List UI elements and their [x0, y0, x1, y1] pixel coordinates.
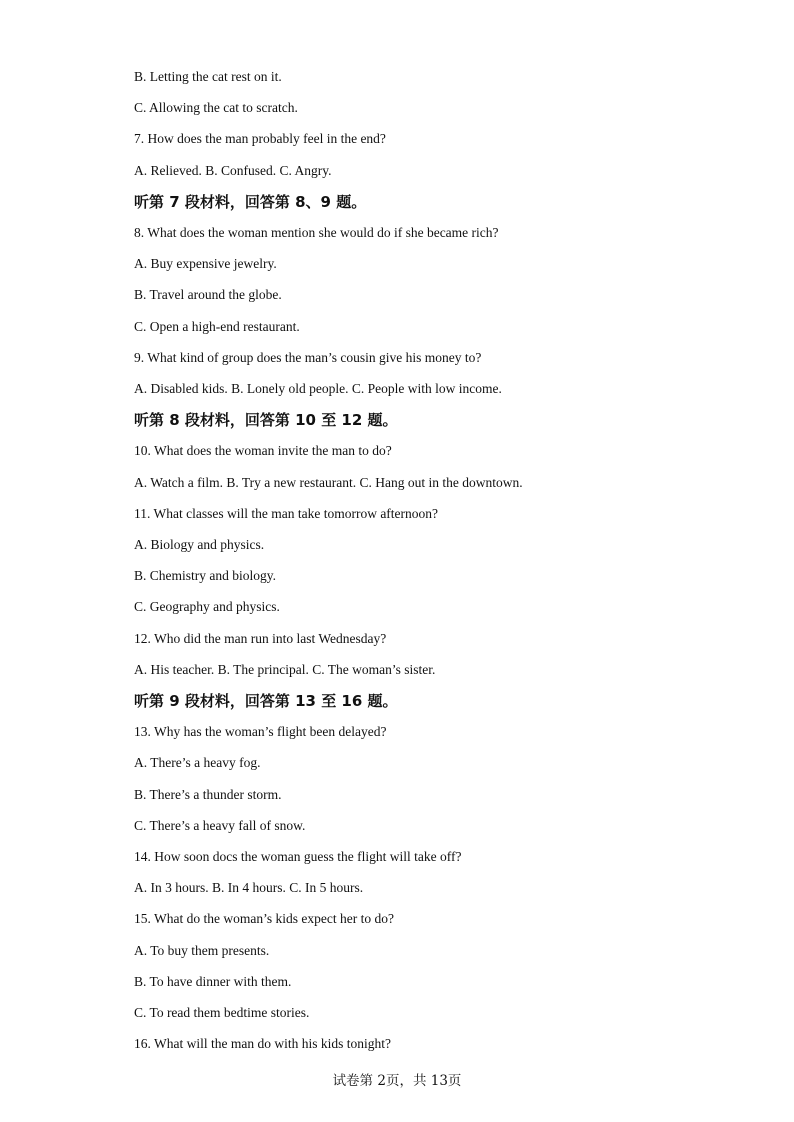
question-line: A. Relieved. B. Confused. C. Angry. [134, 162, 332, 178]
question-line: C. Geography and physics. [134, 599, 280, 615]
question-line: B. There’s a thunder storm. [134, 786, 282, 802]
question-line: B. Travel around the globe. [134, 287, 282, 303]
question-line: A. Buy expensive jewelry. [134, 256, 277, 272]
section-heading: 听第 8 段材料，回答第 10 至 12 题。 [134, 411, 398, 430]
question-line: 15. What do the woman’s kids expect her to do? [134, 911, 394, 927]
question-line: A. Disabled kids. B. Lonely old people. C. People with low income. [134, 381, 502, 396]
question-line: A. In 3 hours. B. In 4 hours. C. In 5 hours. [134, 880, 364, 896]
question-line: 9. What kind of group does the man’s cousin give his money to? [134, 349, 482, 365]
question-line: C. Open a high-end restaurant. [134, 318, 300, 334]
page-footer: 试卷第 2页，共 13页 [332, 1073, 462, 1089]
question-line: 14. How soon docs the woman guess the flight will take off? [134, 849, 462, 864]
question-line: B. To have dinner with them. [134, 973, 292, 989]
question-line: 8. What does the woman mention she would do if she became rich? [134, 225, 499, 240]
question-line: 16. What will the man do with his kids tonight? [134, 1036, 391, 1052]
question-line: A. His teacher. B. The principal. C. The woman’s sister. [134, 661, 436, 677]
question-line: A. There’s a heavy fog. [134, 755, 261, 771]
question-line: A. Watch a film. B. Try a new restaurant. C. Hang out in the downtown. [134, 474, 523, 490]
question-line: A. Biology and physics. [134, 537, 265, 552]
question-line: 7. How does the man probably feel in the end? [134, 131, 386, 147]
question-line: B. Chemistry and biology. [134, 568, 276, 584]
question-line: 13. Why has the woman’s flight been delayed? [134, 724, 387, 740]
question-line: C. There’s a heavy fall of snow. [134, 817, 306, 833]
question-line: B. Letting the cat rest on it. [134, 69, 282, 84]
section-heading: 听第 9 段材料，回答第 13 至 16 题。 [134, 692, 398, 710]
question-line: 12. Who did the man run into last Wednesday? [134, 630, 387, 646]
section-heading: 听第 7 段材料，回答第 8、9 题。 [134, 192, 367, 211]
question-line: 11. What classes will the man take tomorrow afternoon? [134, 505, 439, 521]
question-line: A. To buy them presents. [134, 942, 270, 958]
question-line: 10. What does the woman invite the man to do? [134, 443, 392, 459]
question-line: C. Allowing the cat to scratch. [134, 100, 298, 116]
question-line: C. To read them bedtime stories. [134, 1005, 310, 1020]
